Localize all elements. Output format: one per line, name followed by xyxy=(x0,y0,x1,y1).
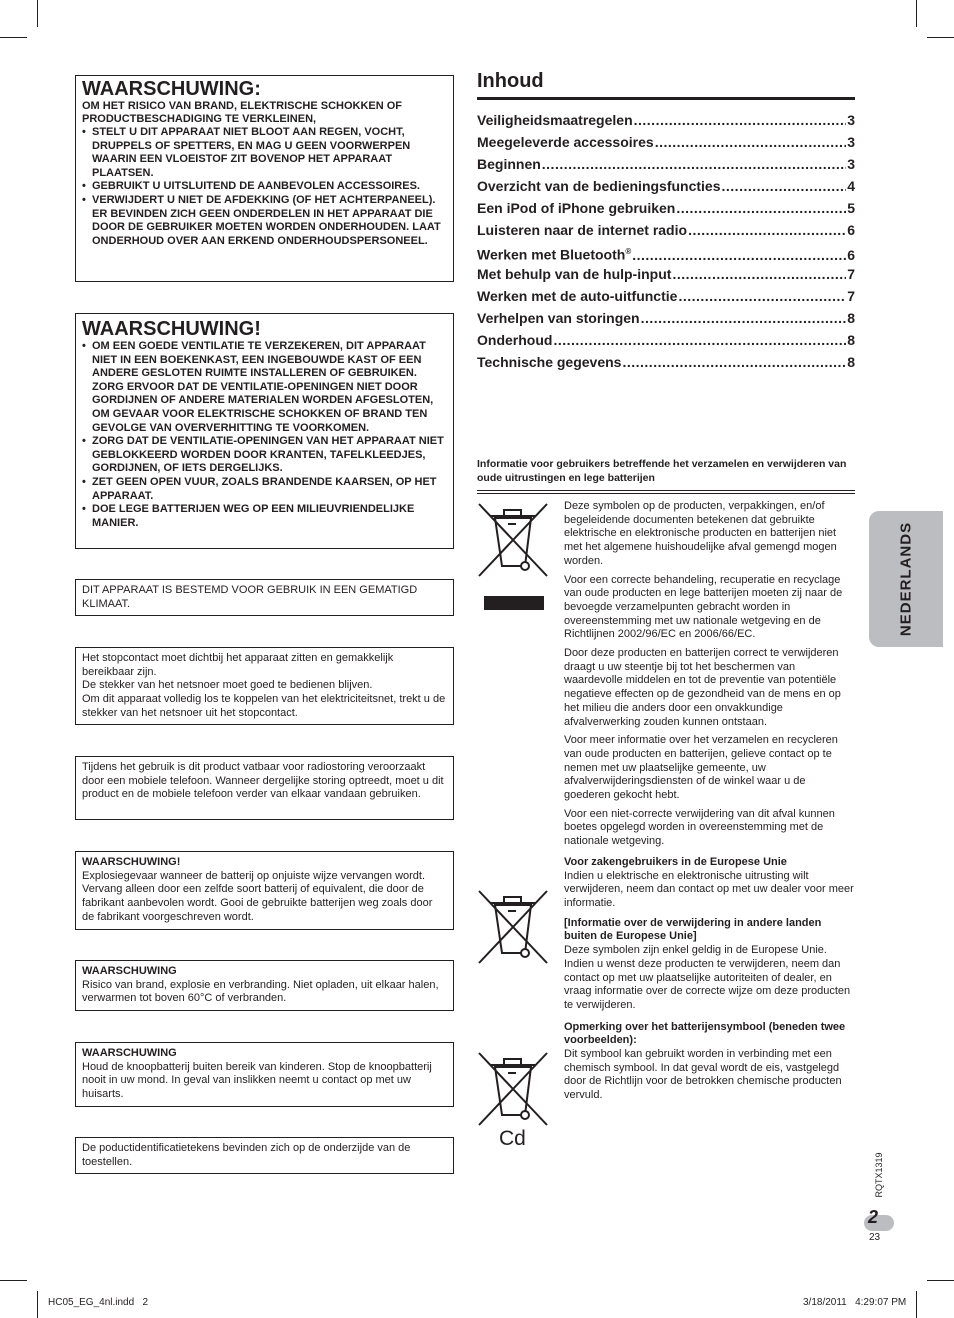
toc-item[interactable]: Werken met Bluetooth® ..... 6 xyxy=(477,241,855,263)
business-text: Indien u elektrische en elektronische uitrusting wilt verwijderen, neem dan contact op met uw dealer voor meer informatie. xyxy=(564,869,854,909)
socket-line: Het stopcontact moet dichtbij het apparaat zitten en gemakkelijk bereikbaar zijn. xyxy=(82,652,394,678)
disposal-heading xyxy=(477,458,855,485)
crop-mark xyxy=(916,0,917,27)
crop-mark xyxy=(0,1280,27,1281)
chemical-symbol: Cd xyxy=(499,1127,526,1150)
fire-warning-title: WAARSCHUWING xyxy=(82,965,177,977)
doc-code xyxy=(874,1148,884,1203)
disposal-paragraph: Deze symbolen op de producten, verpakkingen, en/of begeleidende documenten betekenen dat gebruikte elektrische en elektronische producten en batterijen niet met het algemene huishoudelijke afval gemengd mogen worden. xyxy=(564,500,837,567)
disposal-paragraph: Voor een niet-correcte verwijdering van dit afval kunnen boetes opgelegd worden in overeenstemming met de nationale wetgeving. xyxy=(564,807,835,848)
page-sub-number: 23 xyxy=(869,1232,881,1243)
disposal-paragraph: Voor meer informatie over het verzamelen en recycleren van oude producten en batterijen, gelieve contact op te nemen met uw plaatselijke gemeente, uw afvalverwijderingsdiensten of de winkel waar u de goederen gekocht hebt. xyxy=(564,734,838,802)
warning-item: • OM EEN GOEDE VENTILATIE TE VERZEKEREN, DIT APPARAAT NIET IN EEN BOEKENKAST, EEN INGEBOUWDE KAST OF EEN ANDERE GESLOTEN RUIMTE INSTALLEREN OF GEBRUIKEN. ZORG ERVOOR DAT DE VENTILATIE-OPENINGEN NIET DOOR GORDIJNEN OF ANDERE MATERIALEN WORDEN AFGESLOTEN, OM GEVAAR VOOR ELEKTRISCHE SCHOKKEN OF BRAND TEN GEVOLGE VAN OVERVERHITTING TE VOORKOMEN. xyxy=(82,340,447,435)
crossed-out-wheelie-bin-icon xyxy=(475,1049,551,1134)
fire-warning-box xyxy=(75,960,454,1011)
climate-text: DIT APPARAAT IS BESTEMD VOOR GEBRUIK IN EEN GEMATIGD KLIMAAT. xyxy=(82,584,418,610)
fire-warning-text: Risico van brand, explosie en verbranding. Niet opladen, uit elkaar halen, verwarmen tot boven 60°C of verbranden. xyxy=(82,978,439,1005)
toc-item[interactable]: Werken met de auto-uitfunctie ..... 7 xyxy=(477,285,855,307)
radio-interference-box xyxy=(75,756,454,820)
button-warning-text: Houd de knoopbatterij buiten bereik van kinderen. Stop de knoopbatterij nooit in uw mond. In geval van inslikken neemt u contact op met uw huisarts. xyxy=(82,1060,432,1101)
warning-box-2 xyxy=(75,313,454,549)
warning-item: • STELT U DIT APPARAAT NIET BLOOT AAN REGEN, VOCHT, DRUPPELS OF SPETTERS, EN MAG U GEEN VOORWERPEN WAARIN EEN VLOEISTOF ZIT BOVENOP HET APPARAAT PLAATSEN. xyxy=(82,126,447,180)
toc-rule xyxy=(477,97,855,100)
toc-item[interactable]: Met behulp van de hulp-input ..... 7 xyxy=(477,263,855,285)
page-number: 2 xyxy=(868,1207,879,1227)
button-battery-warning-box xyxy=(75,1042,454,1107)
toc-item[interactable]: Technische gegevens ..... 8 xyxy=(477,351,855,373)
warning-item: • ZORG DAT DE VENTILATIE-OPENINGEN VAN HET APPARAAT NIET GEBLOKKEERD WORDEN DOOR KRANTEN, TAFELKLEEDJES, GORDIJNEN, OF IETS DERGELIJKS. xyxy=(82,435,447,476)
button-warning-title: WAARSCHUWING xyxy=(82,1047,177,1059)
radio-text: Tijdens het gebruik is dit product vatbaar voor radiostoring veroorzaakt door een mobiele telefoon. Wanneer dergelijke storing optreedt, moet u dit product en de mobiele telefoon verder van elkaar vandaan gebruiken. xyxy=(82,761,444,801)
toc-item[interactable]: Overzicht van de bedieningsfuncties ..... 4 xyxy=(477,175,855,197)
disposal-paragraph: Voor een correcte behandeling, recuperatie en recyclage van oude producten en lege batterijen moeten zij naar de bevoegde verzamelpunten gebracht worden in overeenstemming met uw nationale wetgeving en de Richtlijnen 2002/96/EC en 2006/66/EC. xyxy=(564,573,843,641)
product-id-box xyxy=(75,1137,454,1174)
battery-warning-title: WAARSCHUWING! xyxy=(82,856,181,868)
toc-list xyxy=(477,109,855,373)
battery-warning-box xyxy=(75,851,454,930)
crossed-out-wheelie-bin-icon xyxy=(475,887,551,972)
toc-item[interactable]: Meegeleverde accessoires ..... 3 xyxy=(477,131,855,153)
product-id-text: De poductidentificatietekens bevinden zich op de onderzijde van de toestellen. xyxy=(82,1142,411,1168)
warning-box-1 xyxy=(75,75,454,282)
toc-item[interactable]: Veiligheidsmaatregelen ..... 3 xyxy=(477,109,855,131)
outside-eu-title: [Informatie over de verwijdering in andere landen buiten de Europese Unie] xyxy=(564,916,822,943)
bin-bar xyxy=(484,596,544,610)
toc-item[interactable]: Beginnen ..... 3 xyxy=(477,153,855,175)
battery-warning-text: Explosiegevaar wanneer de batterij op onjuiste wijze vervangen wordt. Vervang alleen door een zelfde soort batterij of equivalent, die door de fabrikant aanbevolen wordt. Gooi de gebruikte batterijen weg zoals door de fabrikant voorgeschreven wordt. xyxy=(82,869,433,923)
toc-item[interactable]: Luisteren naar de internet radio ..... 6 xyxy=(477,219,855,241)
warning-item: • ZET GEEN OPEN VUUR, ZOALS BRANDENDE KAARSEN, OP HET APPARAAT. xyxy=(82,476,447,503)
footer-date: 3/18/2011 4:29:07 PM xyxy=(803,1297,907,1308)
toc-item[interactable]: Verhelpen van storingen ..... 8 xyxy=(477,307,855,329)
toc-item[interactable]: Een iPod of iPhone gebruiken ..... 5 xyxy=(477,197,855,219)
warning-list xyxy=(82,340,447,530)
disposal-rule xyxy=(477,493,855,494)
crop-mark xyxy=(37,1291,38,1318)
socket-line: Om dit apparaat volledig los te koppelen van het elektriciteitsnet, trekt u de stekker van het netsnoer uit het stopcontact. xyxy=(82,693,446,719)
crop-mark xyxy=(0,37,27,38)
disposal-text xyxy=(564,500,854,1103)
warning-title: WAARSCHUWING: xyxy=(82,78,261,100)
crossed-out-wheelie-bin-icon xyxy=(475,500,551,585)
crop-mark xyxy=(916,1291,917,1318)
doc-code-text: RQTX1319 xyxy=(874,1152,884,1198)
crop-mark xyxy=(37,0,38,27)
warning-item: • GEBRUIKT U UITSLUITEND DE AANBEVOLEN ACCESSOIRES. xyxy=(82,180,447,194)
socket-line: De stekker van het netsnoer moet goed te bedienen blijven. xyxy=(82,679,373,692)
warning-lead: OM HET RISICO VAN BRAND, ELEKTRISCHE SCHOKKEN OF PRODUCTBESCHADIGING TE VERKLEINEN, xyxy=(82,100,403,125)
disposal-rule xyxy=(477,490,855,491)
warning-list xyxy=(82,126,447,248)
disposal-heading-text: Informatie voor gebruikers betreffende het verzamelen en verwijderen van oude uitrustingen en lege batterijen xyxy=(477,458,847,484)
warning-item: • DOE LEGE BATTERIJEN WEG OP EEN MILIEUVRIENDELIJKE MANIER. xyxy=(82,503,447,530)
battery-symbol-text: Dit symbool kan gebruikt worden in verbinding met een chemisch symbool. In dat geval wordt de eis, vastgelegd door de Richtlijn voor de betrokken chemische producten vervuld. xyxy=(564,1048,842,1102)
outside-eu-text: Deze symbolen zijn enkel geldig in de Europese Unie. Indien u wenst deze producten te verwijderen, neem dan contact op met uw plaatselijke autoriteiten of dealer, en vraag informatie over de correcte wijze om deze producten te verwijderen. xyxy=(564,944,851,1011)
business-title: Voor zakengebruikers in de Europese Unie xyxy=(564,855,787,868)
socket-box xyxy=(75,647,454,725)
warning-title: WAARSCHUWING! xyxy=(82,318,261,340)
climate-box xyxy=(75,579,454,616)
toc-title xyxy=(477,70,544,93)
crop-mark xyxy=(927,1280,954,1281)
language-tab-label: NEDERLANDS xyxy=(897,521,915,637)
footer-file: HC05_EG_4nl.indd 2 xyxy=(48,1297,149,1308)
crop-mark xyxy=(927,37,954,38)
battery-symbol-title: Opmerking over het batterijensymbool (beneden twee voorbeelden): xyxy=(564,1020,846,1047)
toc-item[interactable]: Onderhoud ..... 8 xyxy=(477,329,855,351)
warning-item: • VERWIJDERT U NIET DE AFDEKKING (OF HET ACHTERPANEEL). ER BEVINDEN ZICH GEEN ONDERDELEN IN HET APPARAAT DIE DOOR DE GEBRUIKER MOETEN WORDEN ONDERHOUDEN. LAAT ONDERHOUD OVER AAN ERKEND ONDERHOUDSPERSONEEL. xyxy=(82,194,447,248)
toc-heading: Inhoud xyxy=(477,70,544,92)
disposal-paragraph: Door deze producten en batterijen correct te verwijderen draagt u uw steentje bij tot het beschermen van waardevolle middelen en tot de preventie van potentiële negatieve effecten op de gezondheid van de mens en op het milieu die anders door een onvakkundige afvalverwerking zouden kunnen ontstaan. xyxy=(564,647,841,728)
language-tab xyxy=(869,511,943,647)
